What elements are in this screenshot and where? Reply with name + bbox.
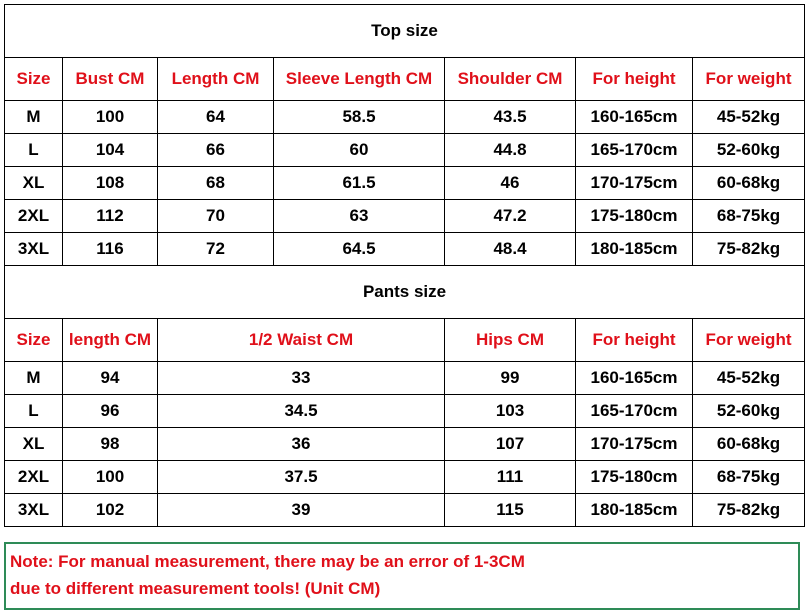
table-cell: 165-170cm — [576, 134, 693, 167]
table-cell: 75-82kg — [693, 233, 805, 266]
table-cell: 108 — [63, 167, 158, 200]
table-cell: 104 — [63, 134, 158, 167]
measurement-note — [4, 542, 800, 610]
table-cell: 39 — [158, 494, 445, 527]
table-cell: 2XL — [5, 200, 63, 233]
table-cell: 66 — [158, 134, 274, 167]
top-header-cell: Size — [5, 58, 63, 101]
table-cell: 68-75kg — [693, 461, 805, 494]
table-cell: 60-68kg — [693, 167, 805, 200]
table-row — [5, 362, 805, 395]
table-cell: 37.5 — [158, 461, 445, 494]
top-header-cell: For weight — [693, 58, 805, 101]
table-cell: 2XL — [5, 461, 63, 494]
table-row — [5, 167, 805, 200]
top-header-cell: Bust CM — [63, 58, 158, 101]
table-cell: 60-68kg — [693, 428, 805, 461]
table-cell: 64 — [158, 101, 274, 134]
size-table — [4, 4, 805, 527]
table-cell: 43.5 — [445, 101, 576, 134]
table-row — [5, 233, 805, 266]
table-row — [5, 200, 805, 233]
size-chart — [4, 4, 805, 598]
table-cell: 180-185cm — [576, 233, 693, 266]
table-row — [5, 461, 805, 494]
table-cell: 165-170cm — [576, 395, 693, 428]
table-row — [5, 494, 805, 527]
table-cell: 60 — [274, 134, 445, 167]
table-row — [5, 134, 805, 167]
table-cell: 36 — [158, 428, 445, 461]
top-header-cell: For height — [576, 58, 693, 101]
table-cell: 58.5 — [274, 101, 445, 134]
pants-header-cell: Hips CM — [445, 319, 576, 362]
pants-header-cell: For height — [576, 319, 693, 362]
table-cell: M — [5, 101, 63, 134]
pants-header-cell: Size — [5, 319, 63, 362]
table-cell: 94 — [63, 362, 158, 395]
pants-header-cell: length CM — [63, 319, 158, 362]
table-cell: 107 — [445, 428, 576, 461]
table-cell: 99 — [445, 362, 576, 395]
table-cell: 115 — [445, 494, 576, 527]
top-header-row — [5, 58, 805, 101]
top-header-cell: Sleeve Length CM — [274, 58, 445, 101]
table-cell: 3XL — [5, 233, 63, 266]
table-cell: XL — [5, 428, 63, 461]
table-cell: 170-175cm — [576, 167, 693, 200]
table-cell: 52-60kg — [693, 134, 805, 167]
table-cell: 52-60kg — [693, 395, 805, 428]
table-row — [5, 428, 805, 461]
pants-header-row — [5, 319, 805, 362]
table-cell: 100 — [63, 101, 158, 134]
table-cell: 68 — [158, 167, 274, 200]
top-header-cell: Shoulder CM — [445, 58, 576, 101]
table-row — [5, 395, 805, 428]
table-cell: 116 — [63, 233, 158, 266]
table-cell: 160-165cm — [576, 101, 693, 134]
table-cell: 175-180cm — [576, 461, 693, 494]
table-cell: 63 — [274, 200, 445, 233]
table-cell: 46 — [445, 167, 576, 200]
table-cell: 34.5 — [158, 395, 445, 428]
table-cell: 47.2 — [445, 200, 576, 233]
table-cell: 68-75kg — [693, 200, 805, 233]
table-cell: 100 — [63, 461, 158, 494]
table-cell: 45-52kg — [693, 362, 805, 395]
pants-header-cell: 1/2 Waist CM — [158, 319, 445, 362]
table-cell: 3XL — [5, 494, 63, 527]
top-size-title: Top size — [5, 5, 805, 58]
table-cell: 75-82kg — [693, 494, 805, 527]
table-cell: 45-52kg — [693, 101, 805, 134]
table-cell: 64.5 — [274, 233, 445, 266]
table-cell: 111 — [445, 461, 576, 494]
table-cell: 175-180cm — [576, 200, 693, 233]
note-line-1: Note: For manual measurement, there may be an error of 1-3CM — [10, 552, 525, 571]
table-cell: 44.8 — [445, 134, 576, 167]
top-header-cell: Length CM — [158, 58, 274, 101]
pants-header-cell: For weight — [693, 319, 805, 362]
table-cell: 96 — [63, 395, 158, 428]
table-cell: M — [5, 362, 63, 395]
table-cell: L — [5, 134, 63, 167]
table-cell: 180-185cm — [576, 494, 693, 527]
table-row — [5, 101, 805, 134]
table-cell: 102 — [63, 494, 158, 527]
table-cell: 98 — [63, 428, 158, 461]
table-cell: 48.4 — [445, 233, 576, 266]
table-cell: 70 — [158, 200, 274, 233]
table-cell: 160-165cm — [576, 362, 693, 395]
table-cell: 103 — [445, 395, 576, 428]
table-cell: 33 — [158, 362, 445, 395]
pants-size-title: Pants size — [5, 266, 805, 319]
table-cell: 112 — [63, 200, 158, 233]
table-cell: 170-175cm — [576, 428, 693, 461]
table-cell: 72 — [158, 233, 274, 266]
note-line-2: due to different measurement tools! (Unit CM) — [10, 579, 381, 598]
table-cell: L — [5, 395, 63, 428]
table-cell: XL — [5, 167, 63, 200]
table-cell: 61.5 — [274, 167, 445, 200]
